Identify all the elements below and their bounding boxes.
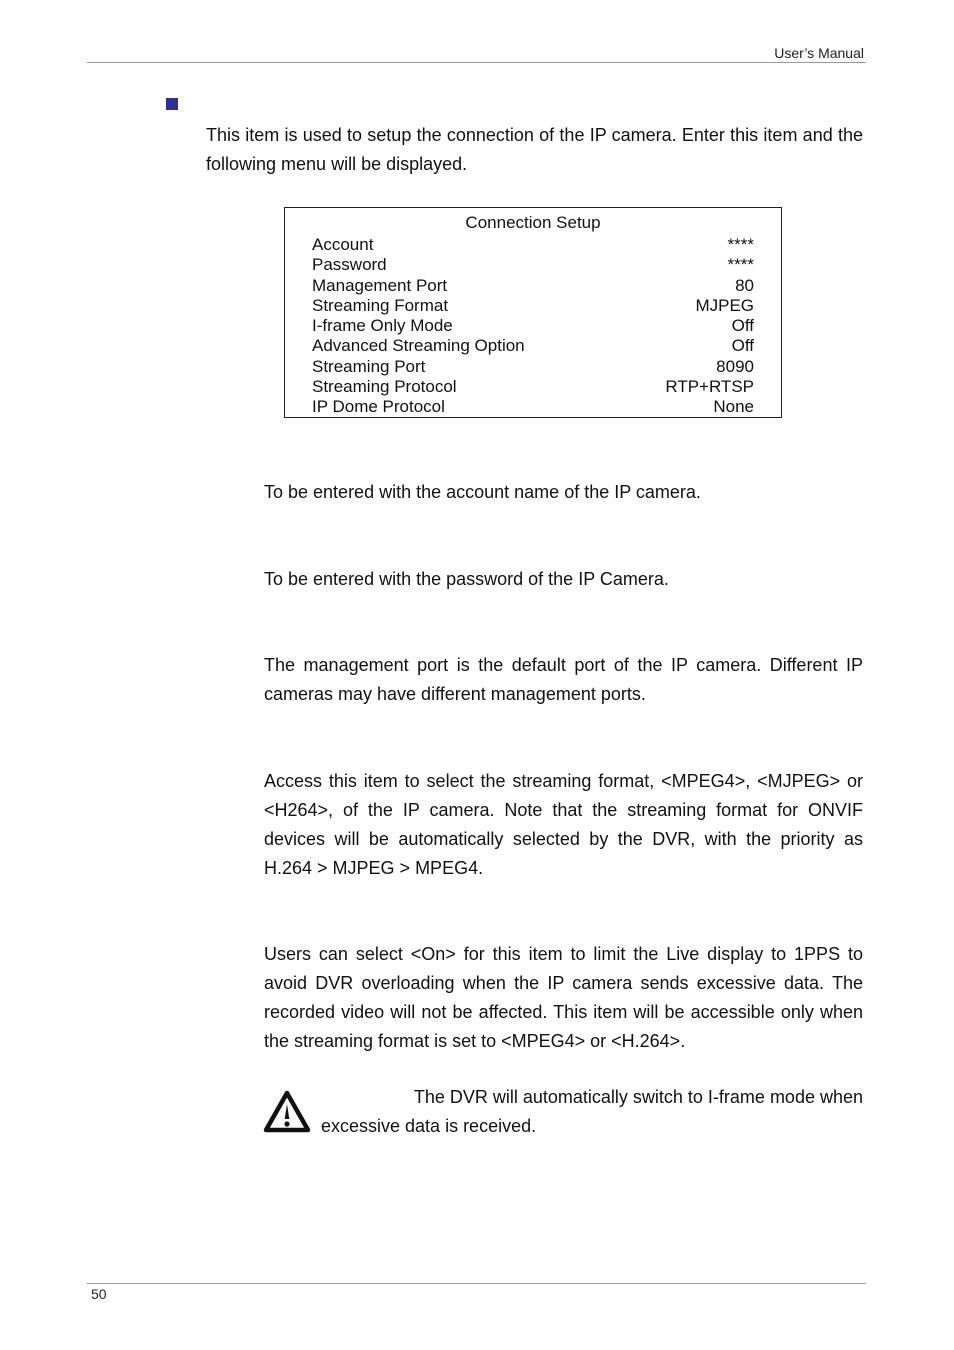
menu-row-management-port [312,276,754,296]
menu-row-value: Off [731,316,754,336]
menu-row-streaming-format [312,296,754,316]
intro-paragraph: This item is used to setup the connection of the IP camera. Enter this item and the following menu will be displayed. [206,125,863,174]
menu-row-label: I-frame Only Mode [312,316,453,336]
header-divider [87,62,866,63]
menu-row-value: **** [727,235,754,254]
menu-row-ip-dome-protocol [312,397,754,417]
footer-divider [87,1283,866,1284]
account-description: To be entered with the account name of the IP camera. [264,482,701,502]
menu-rows [312,235,754,418]
menu-row-value: **** [727,255,754,275]
iframe-mode-description: Users can select <On> for this item to limit the Live display to 1PPS to avoid DVR overloading when the IP camera sends excessive data. The recorded video will not be affected. This item will be accessible only when the streaming format is set to <MPEG4> or <H.264>. [264,944,863,1051]
menu-row-label: Streaming Port [312,356,426,376]
running-header: User’s Manual [774,45,864,61]
menu-row-value: RTP+RTSP [665,377,754,397]
menu-row-value: MJPEG [695,295,754,315]
menu-row-streaming-port [312,357,754,377]
warning-icon [262,1089,312,1135]
menu-row-label: Streaming Format [312,295,449,315]
password-description: To be entered with the password of the IP Camera. [264,569,669,589]
connection-setup-menu [284,207,782,418]
menu-row-streaming-protocol [312,377,754,397]
menu-row-label: Password [312,255,387,275]
menu-row-password [312,255,754,275]
menu-row-label: Streaming Protocol [312,377,457,397]
menu-row-account [312,235,754,255]
page-number: 50 [91,1286,107,1302]
menu-row-label: Account [312,235,374,254]
management-port-description: The management port is the default port of the IP camera. Different IP cameras may have different management ports. [264,655,863,704]
streaming-format-description: Access this item to select the streaming format, <MPEG4>, <MJPEG> or <H264>, of the IP camera. Note that the streaming format for ONVIF devices will be automatically selected by the DVR, with the priority as H.264 > MJPEG > MPEG4. [264,771,863,878]
menu-row-value: 80 [735,275,754,295]
section-bullet-icon [166,98,178,110]
menu-row-label: IP Dome Protocol [312,397,445,417]
menu-row-label: Advanced Streaming Option [312,336,525,356]
menu-row-label: Management Port [312,275,448,295]
menu-row-value: Off [731,336,754,356]
menu-title: Connection Setup [465,213,601,232]
menu-row-value: 8090 [716,356,754,376]
menu-row-iframe-only-mode [312,316,754,336]
menu-row-advanced-streaming-option [312,336,754,356]
note-text-line-2: excessive data is received. [321,1116,537,1136]
menu-row-value: None [713,397,754,417]
note-text-line-1: The DVR will automatically switch to I-frame mode when [413,1087,863,1107]
